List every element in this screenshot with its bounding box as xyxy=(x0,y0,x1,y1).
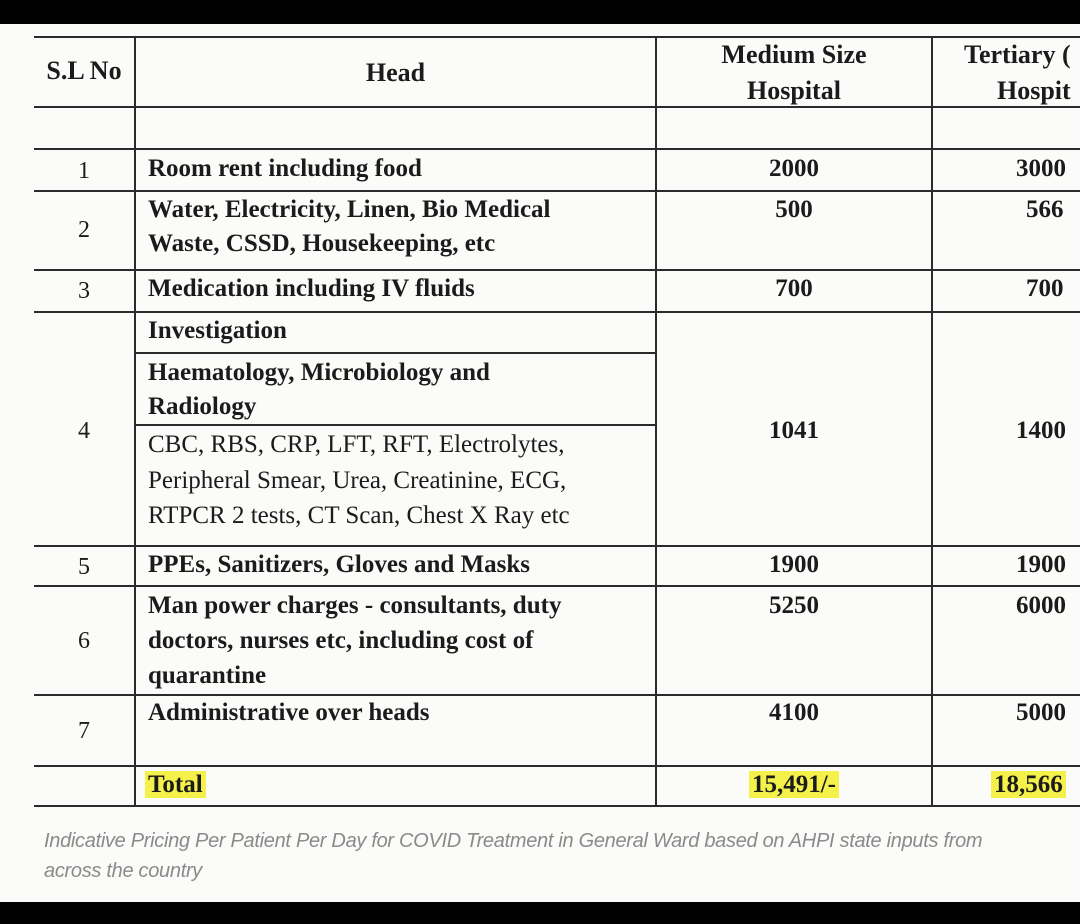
rule xyxy=(34,545,1080,547)
rule xyxy=(34,148,1080,150)
caption-line-2: across the country xyxy=(44,860,203,882)
header-head: Head xyxy=(365,58,426,87)
row-2-head-line1: Water, Electricity, Linen, Bio Medical xyxy=(148,196,551,223)
row-3-medium: 700 xyxy=(775,275,813,302)
total-label-text: Total xyxy=(145,771,206,798)
row-7-sl: 7 xyxy=(78,718,90,744)
row-6-head-line3: quarantine xyxy=(148,662,267,689)
row-5-head: PPEs, Sanitizers, Gloves and Masks xyxy=(148,551,530,578)
row-5-tertiary: 1900 xyxy=(1016,551,1066,578)
row-2-sl: 2 xyxy=(78,217,90,243)
row-6-medium: 5250 xyxy=(769,592,819,619)
total-tertiary xyxy=(991,768,1066,802)
total-tertiary-value: 18,566 xyxy=(991,771,1066,798)
row-1-tertiary: 3000 xyxy=(1016,155,1066,182)
row-4-sl: 4 xyxy=(78,418,90,444)
row-7-tertiary: 5000 xyxy=(1016,699,1066,726)
row-4-tests-line1: CBC, RBS, CRP, LFT, RFT, Electrolytes, xyxy=(148,431,565,458)
rule xyxy=(34,805,1080,807)
row-6-sl: 6 xyxy=(78,628,90,654)
row-4-subheading-line1: Haematology, Microbiology and xyxy=(148,359,490,386)
row-7-medium: 4100 xyxy=(769,699,819,726)
row-7-head: Administrative over heads xyxy=(148,699,430,726)
document-sheet xyxy=(0,24,1080,902)
row-4-investigation: Investigation xyxy=(148,317,287,344)
rule xyxy=(34,585,1080,587)
rule xyxy=(136,352,656,354)
row-3-tertiary: 700 xyxy=(1026,275,1064,302)
caption-line-1: Indicative Pricing Per Patient Per Day for COVID Treatment in General Ward based on AHPI state inputs from xyxy=(44,830,983,852)
rule xyxy=(34,311,1080,313)
row-4-medium: 1041 xyxy=(769,417,819,444)
row-1-medium: 2000 xyxy=(769,155,819,182)
rule xyxy=(931,36,933,807)
total-medium xyxy=(657,768,931,802)
header-medium-line2: Hospital xyxy=(747,76,841,105)
total-medium-value: 15,491/- xyxy=(749,771,839,798)
row-2-head-line2: Waste, CSSD, Housekeeping, etc xyxy=(148,230,496,257)
row-6-tertiary: 6000 xyxy=(1016,592,1066,619)
row-4-subheading-line2: Radiology xyxy=(148,393,257,420)
row-1-sl: 1 xyxy=(78,158,90,184)
row-5-medium: 1900 xyxy=(769,551,819,578)
row-2-tertiary: 566 xyxy=(1026,196,1064,223)
rule xyxy=(34,765,1080,767)
header-medium-line1: Medium Size xyxy=(721,40,867,69)
row-6-head-line2: doctors, nurses etc, including cost of xyxy=(148,627,534,654)
table-caption xyxy=(44,826,1074,886)
row-3-sl: 3 xyxy=(78,278,90,304)
row-3-head: Medication including IV fluids xyxy=(148,275,475,302)
header-sl-no: S.L No xyxy=(46,56,122,85)
row-4-tests-line2: Peripheral Smear, Urea, Creatinine, ECG, xyxy=(148,467,567,494)
rule xyxy=(134,36,136,807)
header-tertiary-line1: Tertiary ( xyxy=(964,40,1071,69)
row-4-tests-line3: RTPCR 2 tests, CT Scan, Chest X Ray etc xyxy=(148,502,570,529)
row-5-sl: 5 xyxy=(78,554,90,580)
total-label xyxy=(145,768,206,802)
rule xyxy=(34,190,1080,192)
rule xyxy=(34,269,1080,271)
header-tertiary-line2: Hospit xyxy=(997,76,1071,105)
row-6-head-line1: Man power charges - consultants, duty xyxy=(148,592,562,619)
rule xyxy=(136,424,656,426)
row-2-medium: 500 xyxy=(775,196,813,223)
row-1-head: Room rent including food xyxy=(148,155,422,182)
row-4-tertiary: 1400 xyxy=(1016,417,1066,444)
